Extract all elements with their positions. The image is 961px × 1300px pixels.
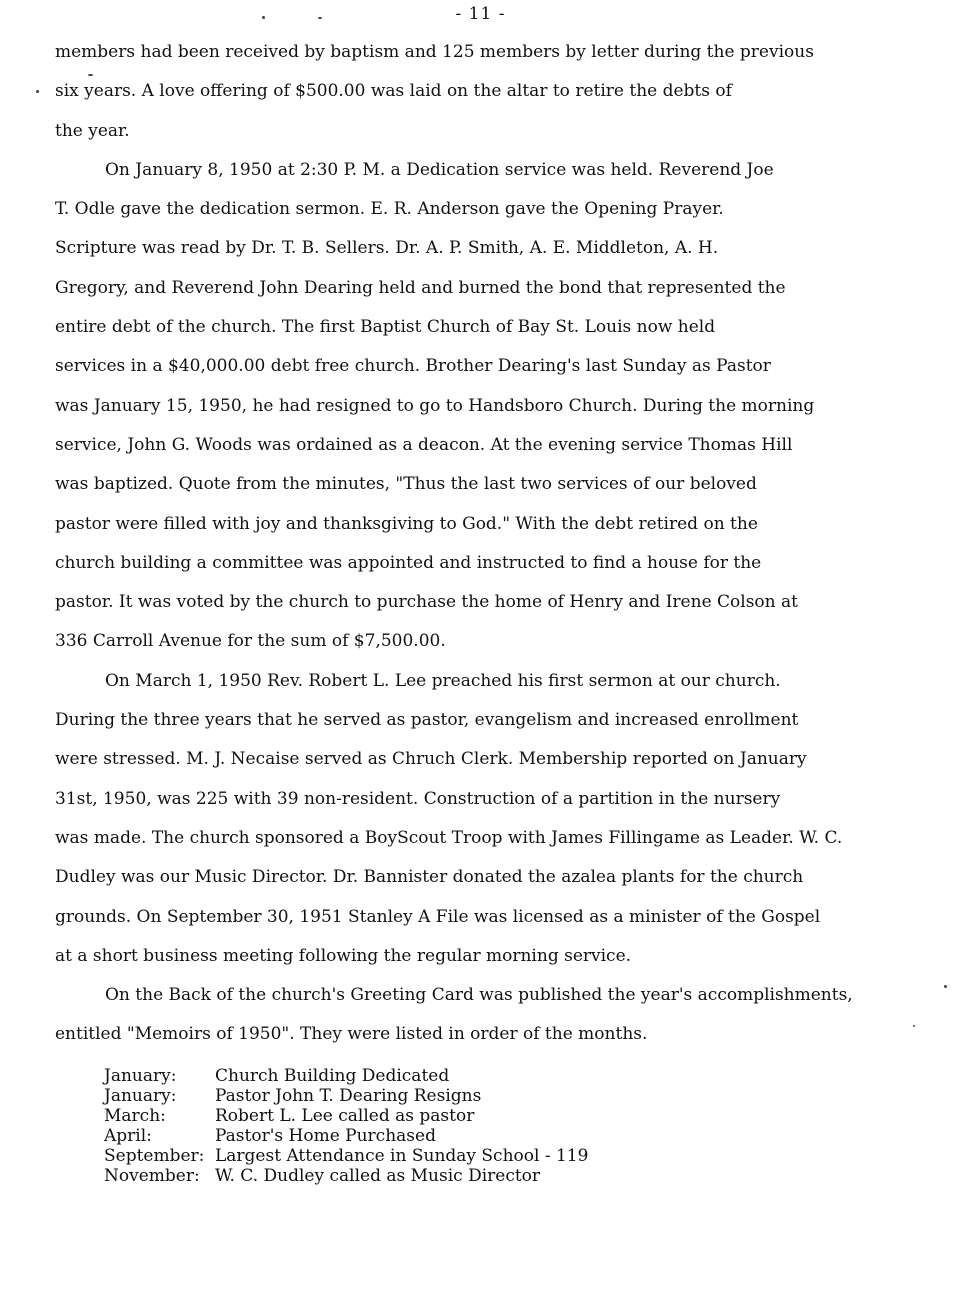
list-item-event: Pastor John T. Dearing Resigns (215, 1086, 482, 1106)
scan-speck (88, 74, 93, 76)
list-item-month: April: (104, 1126, 152, 1146)
list-item-event: W. C. Dudley called as Music Director (215, 1166, 541, 1186)
list-item-month: March: (104, 1106, 166, 1126)
body-text (55, 33, 935, 1055)
paragraph-greeting-card: On the Back of the church's Greeting Card was published the year's accomplishments, entitled "Memoirs of 1950". They were listed in order of the months. (55, 985, 853, 1045)
list-item-event: Largest Attendance in Sunday School - 119 (215, 1146, 589, 1166)
list-item-event: Church Building Dedicated (215, 1066, 450, 1086)
list-item-month: September: (104, 1146, 205, 1166)
list-item-month: January: (104, 1086, 177, 1106)
page-number: - 11 - (455, 4, 506, 24)
paragraph-continuation: members had been received by baptism and 125 members by letter during the previous six years. A love offering of $500.00 was laid on the altar to retire the debts of the year. (55, 42, 814, 141)
list-item-month: January: (104, 1066, 177, 1086)
paragraph-robert-lee-pastorate: On March 1, 1950 Rev. Robert L. Lee preached his first sermon at our church. During the three years that he served as pastor, evangelism and increased enrollment were stressed. M. J. Necaise served as Chruch Clerk. Membership reported on January 31st, 1950, was 225 with 39 non-resident. Construction of a partition in the nursery was made. The church sponsored a BoyScout Troop with James Fillingame as Leader. W. C. Dudley was our Music Director. Dr. Bannister donated the azalea plants for the church grounds. On September 30, 1951 Stanley A File was licensed as a minister of the Gospel at a short business meeting following the regular morning service. (55, 670, 843, 966)
scan-speck (318, 17, 322, 19)
list-item (104, 1086, 588, 1106)
list-item-event: Pastor's Home Purchased (215, 1126, 436, 1146)
list-item-event: Robert L. Lee called as pastor (215, 1106, 475, 1126)
scan-speck (36, 90, 39, 93)
memoirs-list (104, 1066, 588, 1186)
scan-speck (944, 985, 947, 988)
paragraph-dedication-service: On January 8, 1950 at 2:30 P. M. a Dedication service was held. Reverend Joe T. Odle gave the dedication sermon. E. R. Anderson gave the Opening Prayer. Scripture was read by Dr. T. B. Sellers. Dr. A. P. Smith, A. E. Middleton, A. H. Gregory, and Reverend John Dearing held and burned the bond that represented the entire debt of the church. The first Baptist Church of Bay St. Louis now held services in a $40,000.00 debt free church. Brother Dearing's last Sunday as Pastor was January 15, 1950, he had resigned to go to Handsboro Church. During the morning service, John G. Woods was ordained as a deacon. At the evening service Thomas Hill was baptized. Quote from the minutes, "Thus the last two services of our beloved pastor were filled with joy and thanksgiving to God." With the debt retired on the church building a committee was appointed and instructed to find a house for the pastor. It was voted by the church to purchase the home of Henry and Irene Colson at 336 Carroll Avenue for the sum of $7,500.00. (55, 159, 815, 652)
list-item (104, 1106, 588, 1126)
list-item (104, 1066, 588, 1086)
list-item (104, 1166, 588, 1186)
list-item-month: November: (104, 1166, 200, 1186)
scan-speck (913, 1025, 915, 1027)
scan-speck (262, 16, 265, 19)
list-item (104, 1126, 588, 1146)
list-item (104, 1146, 588, 1166)
